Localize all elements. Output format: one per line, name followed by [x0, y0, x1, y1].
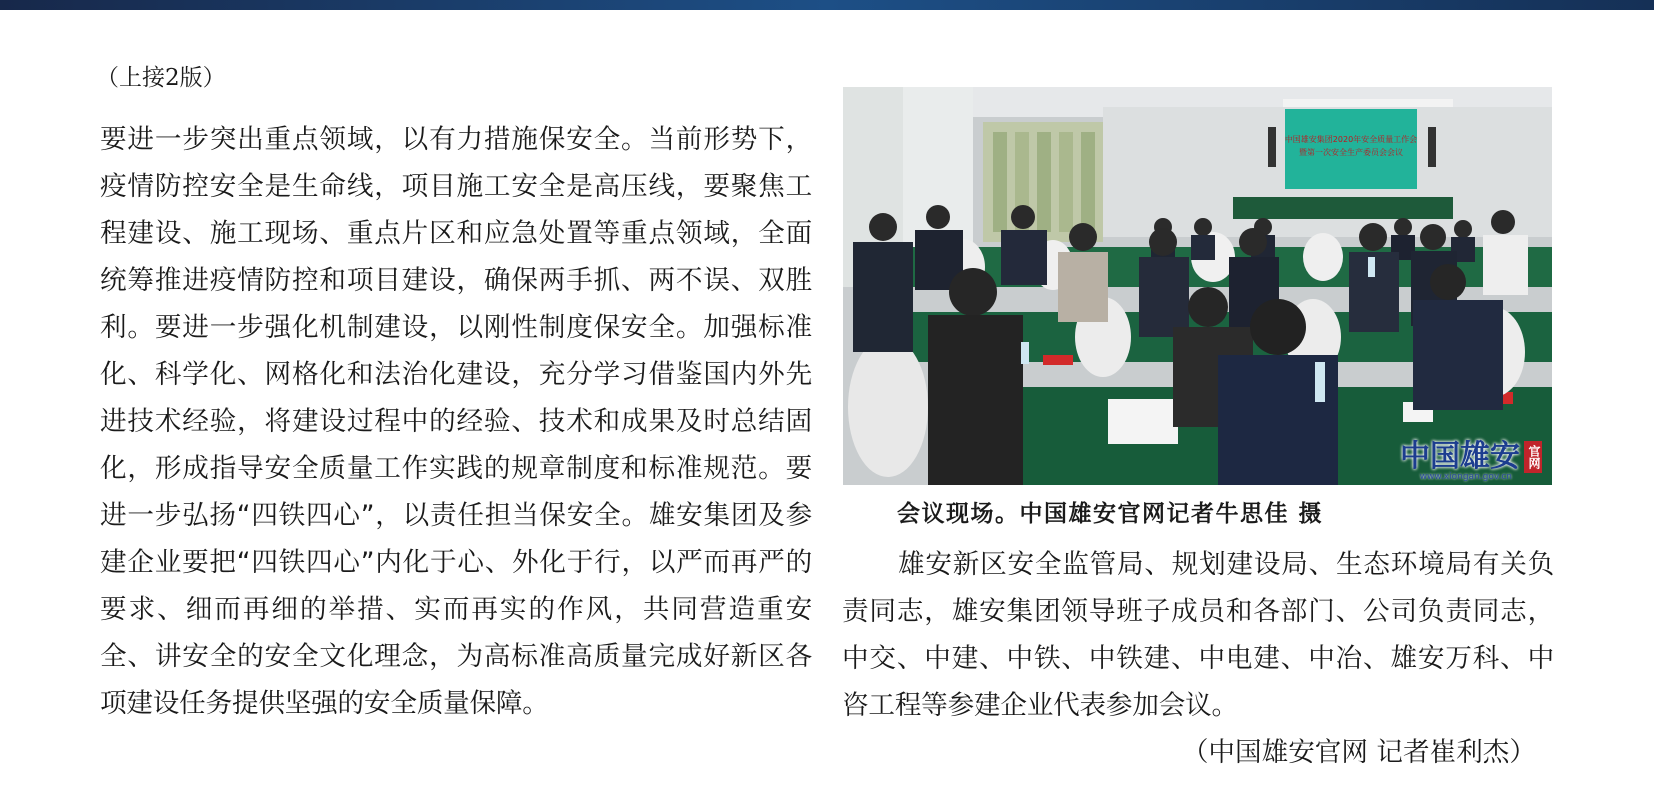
top-banner-bar: [0, 0, 1654, 10]
right-article-paragraph: 雄安新区安全监管局、规划建设局、生态环境局有关负责同志，雄安集团领导班子成员和各部门、公司负责同志，中交、中建、中铁、中铁建、中电建、中冶、雄安万科、中咨工程等参建企业代表参加会议。: [842, 549, 1554, 721]
screen-title-line2: 暨第一次安全生产委员会会议: [1299, 148, 1403, 157]
meeting-photo: [843, 87, 1552, 485]
photo-caption: 会议现场。中国雄安官网记者牛思佳 摄: [897, 500, 1324, 527]
continued-from-page-label: （上接2版）: [96, 65, 226, 91]
left-article-paragraph: 要进一步突出重点领域，以有力措施保安全。当前形势下，疫情防控安全是生命线，项目施工安全是高压线，要聚焦工程建设、施工现场、重点片区和应急处置等重点领域，全面统筹推进疫情防控和项目建设，确保两手抓、两不误、双胜利。要进一步强化机制建设，以刚性制度保安全。加强标准化、科学化、网格化和法治化建设，充分学习借鉴国内外先进技术经验，将建设过程中的经验、技术和成果及时总结固化，形成指导安全质量工作实践的规章制度和标准规范。要进一步弘扬“四铁四心”，以责任担当保安全。雄安集团及参建企业要把“四铁四心”内化于心、外化于行，以严而再严的要求、细而再细的举措、实而再实的作风，共同营造重安全、讲安全的安全文化理念，为高标准高质量完成好新区各项建设任务提供坚强的安全质量保障。: [100, 124, 812, 719]
screen-title-line1: 中国雄安集团2020年安全质量工作会: [1284, 135, 1418, 144]
watermark-seal: 官网: [1524, 441, 1542, 473]
left-article-column: [100, 116, 812, 727]
watermark-url: www.xiongan.gov.cn: [1419, 472, 1512, 482]
right-article-column: [842, 541, 1554, 729]
reporter-credit: （中国雄安官网 记者崔利杰）: [1181, 737, 1536, 768]
watermark-text: 中国雄安: [1400, 439, 1520, 474]
meeting-scene-illustration: [843, 87, 1552, 485]
photo-watermark-logo: [1400, 441, 1542, 473]
